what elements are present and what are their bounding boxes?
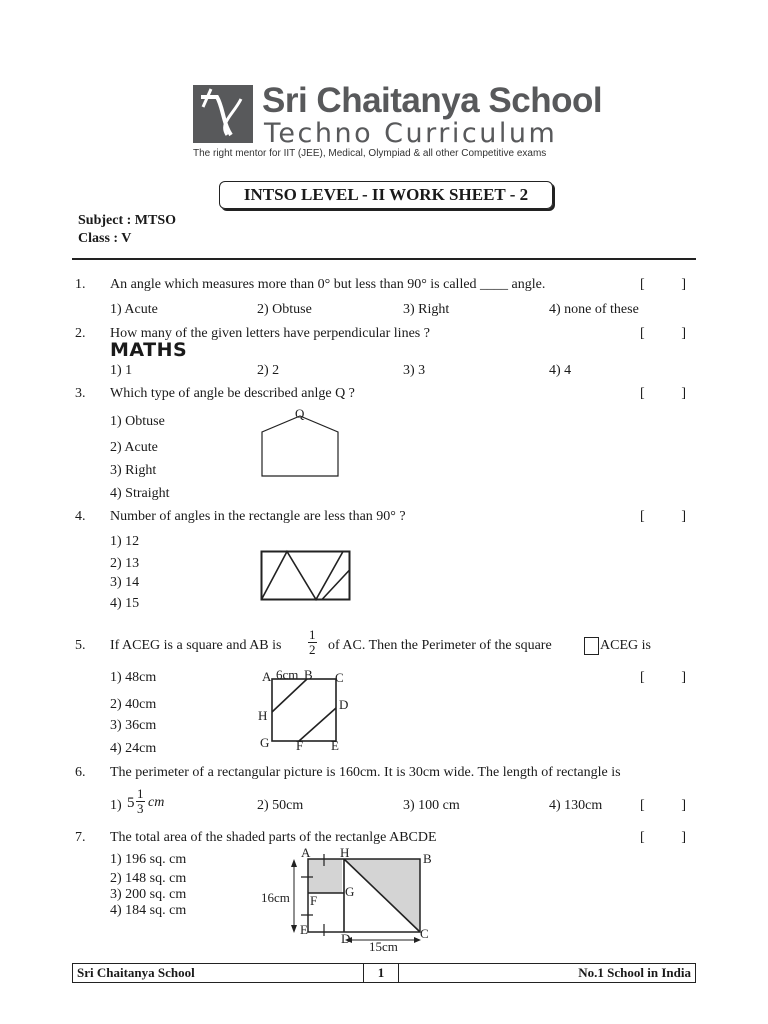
option: 4) 130cm [549,798,603,813]
question-1-number: 1. [75,277,86,292]
question-5-text-c: ACEG is [600,638,651,653]
option: 1) 48cm [110,670,157,685]
svg-text:E: E [300,922,308,937]
answer-bracket: [ ] [640,670,686,685]
option: 2) Acute [110,440,158,455]
svg-text:C: C [335,670,344,685]
option: 2) 50cm [257,798,304,813]
school-logo-mark [193,85,253,143]
answer-bracket: [ ] [640,830,686,845]
answer-bracket: [ ] [640,509,686,524]
option: 2) Obtuse [257,302,312,317]
question-7-text: The total area of the shaded parts of the rectanlge ABCDE [110,830,437,845]
option: 1) 12 [110,534,140,549]
header-divider [72,258,696,260]
question-1-text: An angle which measures more than 0° but less than 90° is called ____ angle. [110,277,546,292]
option: 2) 2 [257,363,280,378]
svg-text:A: A [262,669,272,684]
option: 4) Straight [110,486,170,501]
answer-bracket: [ ] [640,386,686,401]
school-name: Sri Chaitanya School [262,81,603,120]
option: 3) 100 cm [403,798,460,813]
worksheet-title: INTSO LEVEL - II WORK SHEET - 2 [219,181,553,209]
svg-text:D: D [339,697,349,712]
option: 4) 15 [110,596,140,611]
question-7-number: 7. [75,830,86,845]
footer-school: Sri Chaitanya School [77,965,195,980]
question-2-text: How many of the given letters have perpendicular lines ? [110,326,430,341]
option: 3) 200 sq. cm [110,887,187,902]
option: 4) 24cm [110,741,157,756]
question-5-text-b: of AC. Then the Perimeter of the square [328,638,552,653]
question-6-text: The perimeter of a rectangular picture is 160cm. It is 30cm wide. The length of rectangle is [110,765,621,780]
option: 4) 4 [549,363,572,378]
square-aceg-figure [258,666,354,756]
svg-text:B: B [423,851,432,866]
svg-text:A: A [301,845,311,860]
svg-text:15cm: 15cm [369,939,398,954]
option: 1) Acute [110,302,158,317]
svg-text:H: H [340,845,350,860]
answer-bracket: [ ] [640,798,686,813]
option: 3) Right [110,463,157,478]
question-3-text: Which type of angle be described anlge Q ? [110,386,355,401]
question-6-number: 6. [75,765,86,780]
question-3-number: 3. [75,386,86,401]
square-symbol-icon [584,637,599,655]
tagline: The right mentor for IIT (JEE), Medical, Olympiad & all other Competitive exams [193,148,547,159]
svg-text:C: C [420,926,429,941]
answer-bracket: [ ] [640,277,686,292]
page-footer [72,963,696,983]
option: 1) 1 [110,363,133,378]
label-q: Q [295,406,305,421]
option: 2) 40cm [110,697,157,712]
option: 1) 196 sq. cm [110,852,187,867]
svg-text:H: H [258,708,268,723]
option: 3) 36cm [110,718,157,733]
question-4-number: 4. [75,509,86,524]
page-number: 1 [363,964,399,982]
option-1-unit: cm [148,795,165,810]
option: 4) 184 sq. cm [110,903,187,918]
curriculum-name: Techno Curriculum [264,118,558,149]
question-5-text-a: If ACEG is a square and AB is [110,638,282,653]
maths-word: MATHS [110,339,188,361]
subject-label: Subject : MTSO [78,213,176,228]
option: 3) 14 [110,575,140,590]
option-1-fraction: $\frac{1}{3}$ [137,786,144,816]
rectangle-triangles-figure [260,550,352,602]
option: 3) Right [403,302,450,317]
svg-text:D: D [341,931,351,946]
svg-text:F: F [296,738,304,753]
fraction-half: $\frac{1}{2}$ [309,627,316,657]
option: 2) 148 sq. cm [110,871,187,886]
logo-emblem-icon [193,85,253,143]
option: 3) 3 [403,363,426,378]
pentagon-figure [258,404,342,478]
class-label: Class : V [78,231,132,246]
answer-bracket: [ ] [640,326,686,341]
question-4-text: Number of angles in the rectangle are less than 90° ? [110,509,406,524]
svg-text:16cm: 16cm [261,890,290,905]
svg-text:G: G [260,735,270,750]
svg-text:G: G [345,884,355,899]
svg-text:E: E [331,738,339,753]
footer-slogan: No.1 School in India [578,965,691,980]
option: 2) 13 [110,556,140,571]
svg-text:6cm: 6cm [276,667,299,682]
svg-text:F: F [310,893,318,908]
option-1-prefix: 1) [110,798,122,813]
svg-text:B: B [304,667,313,682]
option-1-whole: 5 [127,795,135,811]
option: 4) none of these [549,302,639,317]
question-5-number: 5. [75,638,86,653]
question-2-number: 2. [75,326,86,341]
rectangle-abcde-figure [256,842,446,958]
option: 1) Obtuse [110,414,165,429]
